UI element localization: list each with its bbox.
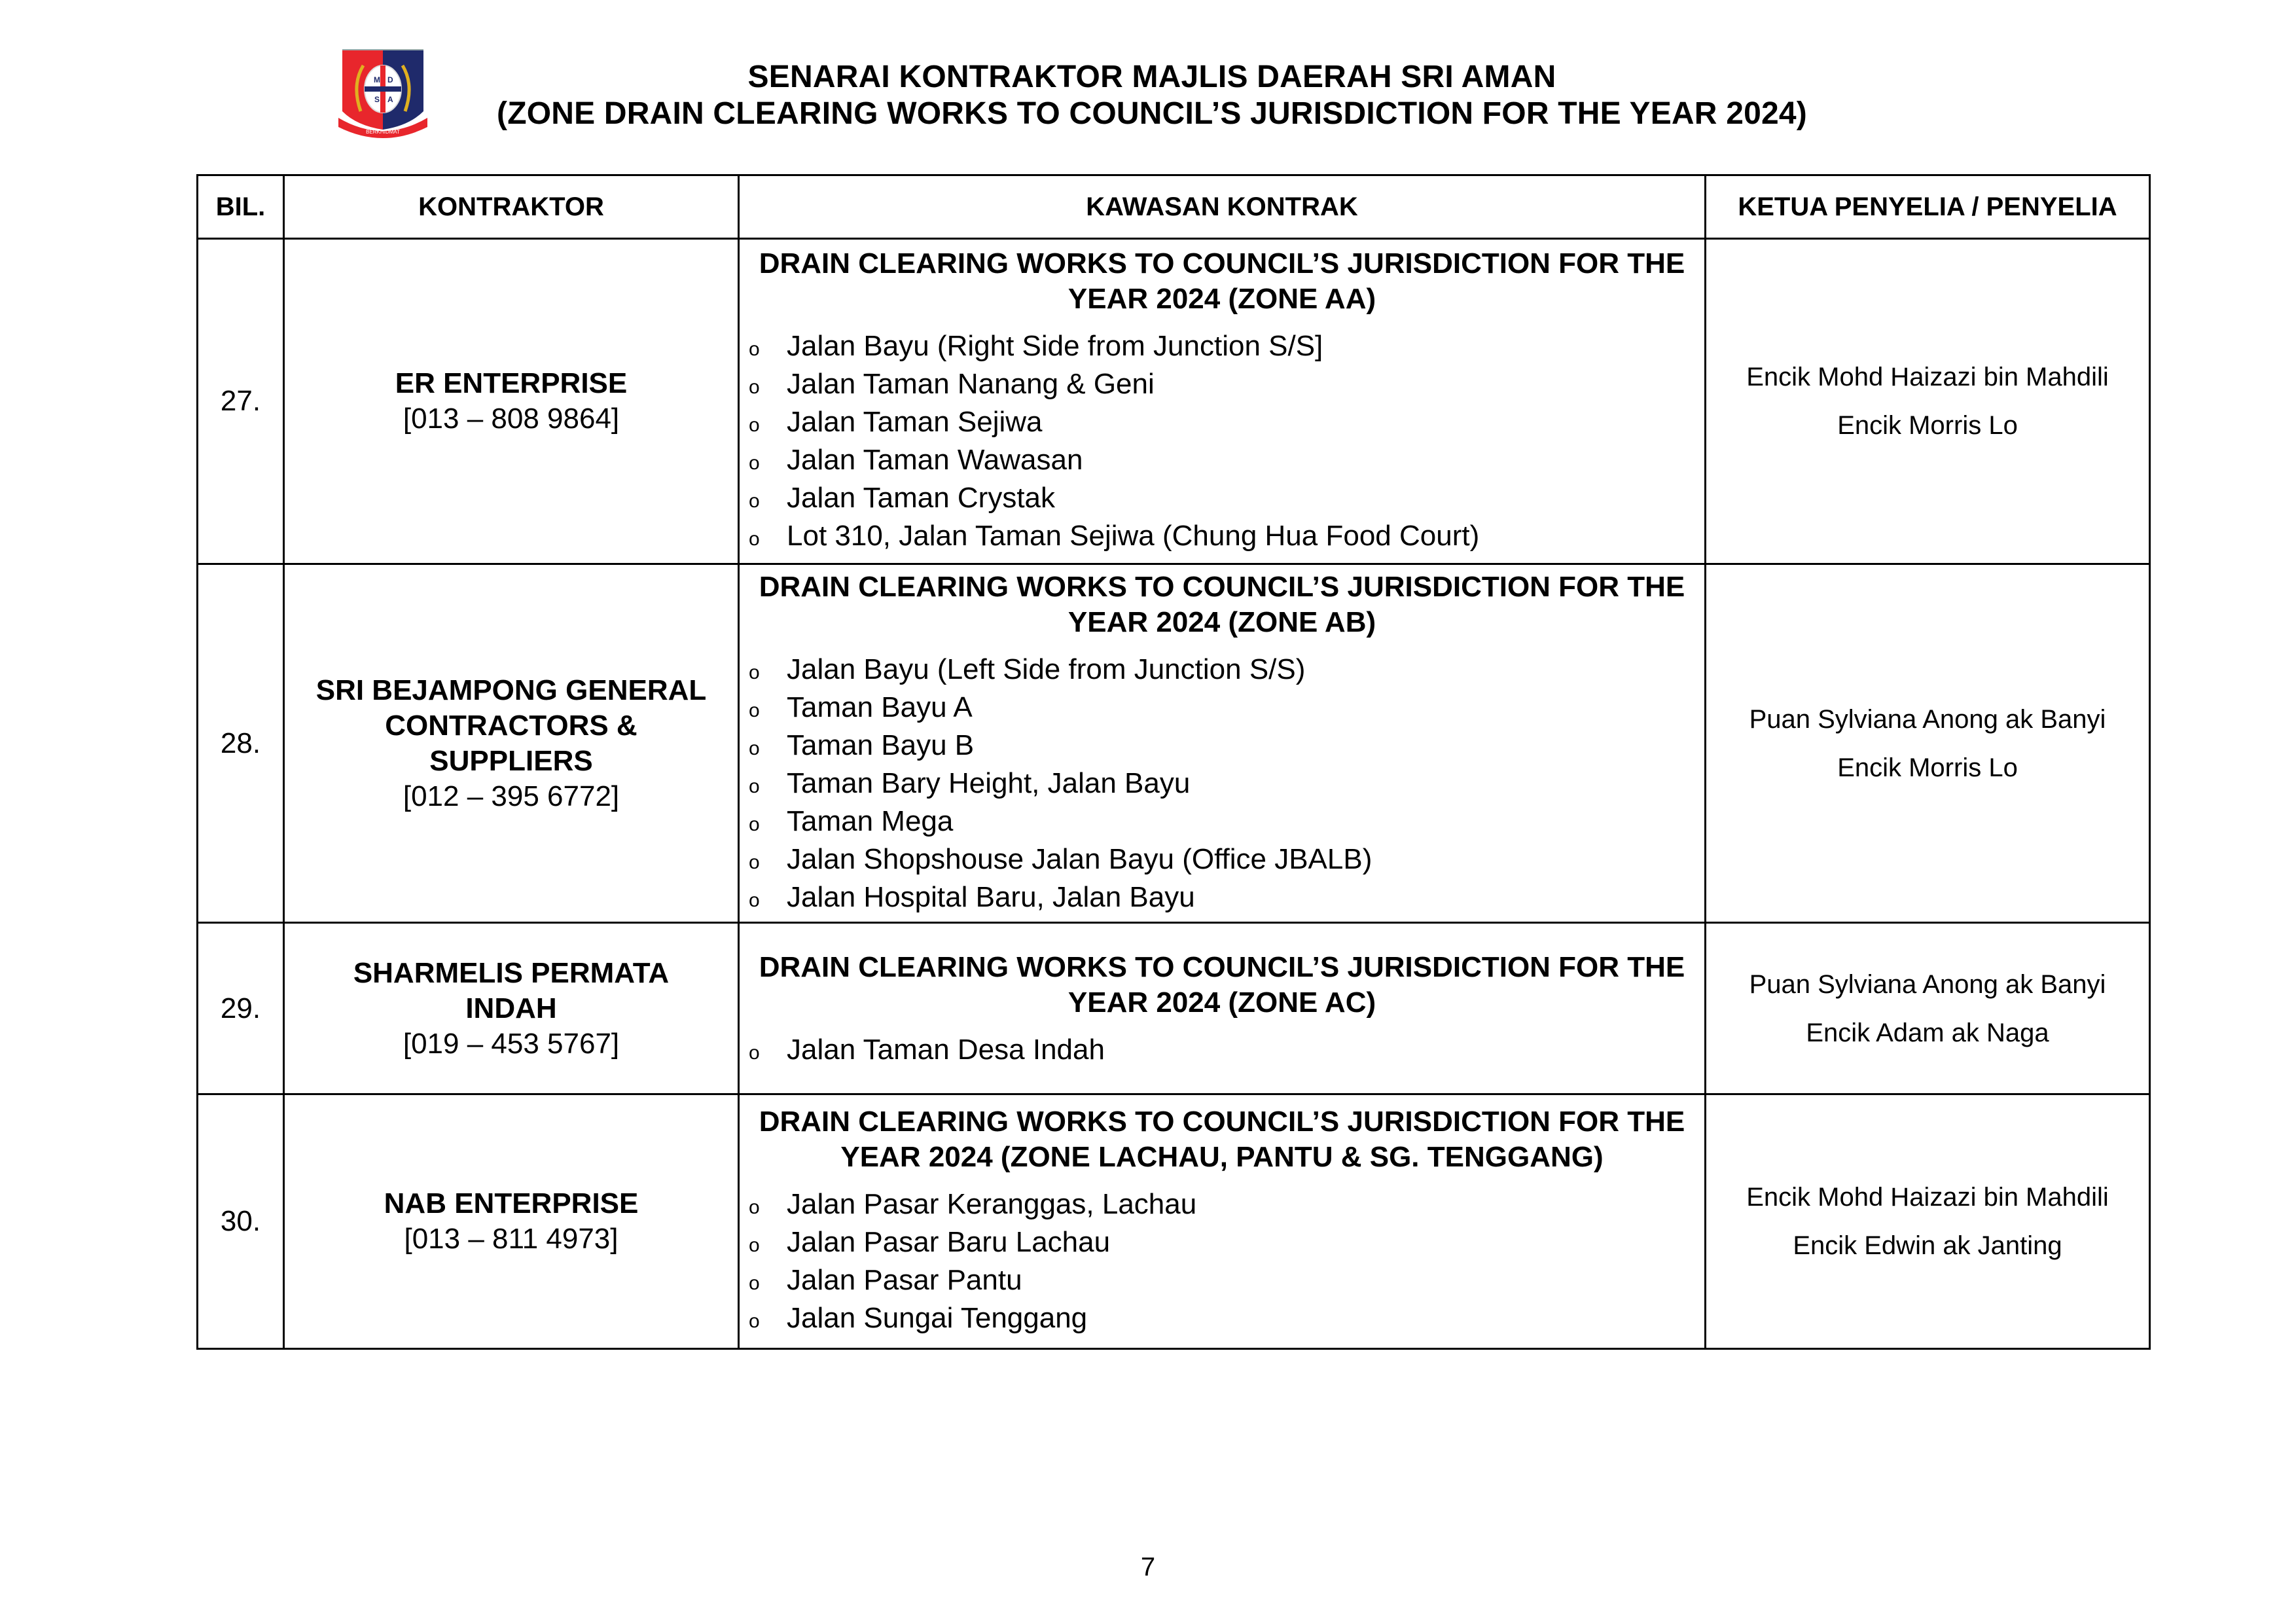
- contractor-phone: [012 – 395 6772]: [403, 780, 620, 812]
- area-name: Jalan Taman Wawasan: [787, 444, 1083, 476]
- area-name: Jalan Pasar Keranggas, Lachau: [787, 1188, 1197, 1220]
- table-row: [198, 564, 2150, 923]
- contractor-name: ER ENTERPRISE: [395, 367, 628, 399]
- hollow-bullet-icon: o: [749, 775, 760, 797]
- table-row: [198, 923, 2150, 1094]
- area-name: Jalan Taman Sejiwa: [787, 406, 1043, 438]
- column-header-bil: BIL.: [198, 175, 284, 239]
- list-item: [740, 842, 1704, 880]
- list-item: [740, 518, 1704, 556]
- area-list: [740, 652, 1704, 918]
- hollow-bullet-icon: o: [749, 889, 760, 911]
- hollow-bullet-icon: o: [749, 338, 760, 360]
- area-name: Taman Mega: [787, 804, 954, 837]
- table-row: [198, 239, 2150, 564]
- hollow-bullet-icon: o: [749, 1272, 760, 1294]
- contractor-phone: [019 – 453 5767]: [403, 1027, 620, 1060]
- area-name: Jalan Bayu (Left Side from Junction S/S): [787, 653, 1306, 685]
- supervisor-name: Encik Edwin ak Janting: [1793, 1231, 2062, 1260]
- area-list: [740, 329, 1704, 556]
- hollow-bullet-icon: o: [749, 699, 760, 721]
- row-number: 30.: [198, 1094, 284, 1349]
- contractor-cell: [284, 923, 739, 1094]
- area-name: Taman Bayu A: [787, 691, 973, 723]
- column-header-kawasan-kontrak: KAWASAN KONTRAK: [739, 175, 1706, 239]
- svg-text:M: M: [374, 75, 380, 84]
- column-header-kontraktor: KONTRAKTOR: [284, 175, 739, 239]
- list-item: [740, 329, 1704, 367]
- area-list: [740, 1032, 1704, 1070]
- supervisor-cell: [1706, 1094, 2150, 1349]
- hollow-bullet-icon: o: [749, 851, 760, 873]
- list-item: [740, 1263, 1704, 1301]
- supervisor-cell: [1706, 239, 2150, 564]
- contractor-name: SHARMELIS PERMATA INDAH: [353, 956, 670, 1024]
- contract-area-cell: [739, 239, 1706, 564]
- supervisor-name: Encik Adam ak Naga: [1806, 1018, 2049, 1047]
- hollow-bullet-icon: o: [749, 376, 760, 398]
- list-item: [740, 405, 1704, 442]
- supervisor-name: Encik Mohd Haizazi bin Mahdili: [1746, 1183, 2109, 1212]
- hollow-bullet-icon: o: [749, 414, 760, 436]
- hollow-bullet-icon: o: [749, 1197, 760, 1218]
- area-name: Taman Bary Height, Jalan Bayu: [787, 767, 1191, 799]
- area-name: Jalan Shopshouse Jalan Bayu (Office JBALB): [787, 842, 1372, 875]
- row-number: 29.: [198, 923, 284, 1094]
- area-name: Jalan Taman Crystak: [787, 482, 1056, 514]
- list-item: [740, 1032, 1704, 1070]
- column-header-ketua-penyelia: KETUA PENYELIA / PENYELIA: [1706, 175, 2150, 239]
- contract-area-cell: [739, 1094, 1706, 1349]
- list-item: [740, 367, 1704, 405]
- page-number: 7: [1140, 1553, 1156, 1581]
- zone-title: DRAIN CLEARING WORKS TO COUNCIL’S JURISDICTION FOR THE YEAR 2024 (ZONE AB): [759, 570, 1685, 638]
- list-item: [740, 1225, 1704, 1263]
- list-item: [740, 442, 1704, 480]
- hollow-bullet-icon: o: [749, 661, 760, 683]
- area-name: Lot 310, Jalan Taman Sejiwa (Chung Hua Food Court): [787, 520, 1480, 552]
- hollow-bullet-icon: o: [749, 813, 760, 835]
- table-header-row: [198, 175, 2150, 239]
- list-item: [740, 728, 1704, 766]
- area-list: [740, 1187, 1704, 1339]
- area-name: Jalan Pasar Pantu: [787, 1264, 1022, 1296]
- area-name: Taman Bayu B: [787, 729, 975, 761]
- area-name: Jalan Pasar Baru Lachau: [787, 1226, 1111, 1258]
- list-item: [740, 652, 1704, 690]
- supervisor-name: Encik Morris Lo: [1837, 411, 2018, 440]
- area-name: Jalan Taman Nanang & Geni: [787, 368, 1155, 400]
- hollow-bullet-icon: o: [749, 1235, 760, 1256]
- hollow-bullet-icon: o: [749, 737, 760, 759]
- list-item: [740, 1301, 1704, 1339]
- list-item: [740, 804, 1704, 842]
- hollow-bullet-icon: o: [749, 1041, 760, 1064]
- contractor-cell: [284, 564, 739, 923]
- list-item: [740, 880, 1704, 918]
- contractor-phone: [013 – 811 4973]: [404, 1223, 619, 1255]
- list-item: [740, 480, 1704, 518]
- contractor-phone: [013 – 808 9864]: [403, 403, 620, 435]
- title-line-1: SENARAI KONTRAKTOR MAJLIS DAERAH SRI AMAN: [747, 60, 1556, 94]
- contractor-table: [196, 174, 2151, 1350]
- supervisor-cell: [1706, 923, 2150, 1094]
- hollow-bullet-icon: o: [749, 528, 760, 550]
- contractor-cell: [284, 239, 739, 564]
- zone-title: DRAIN CLEARING WORKS TO COUNCIL’S JURISDICTION FOR THE YEAR 2024 (ZONE AC): [759, 950, 1685, 1019]
- contract-area-cell: [739, 923, 1706, 1094]
- list-item: [740, 766, 1704, 804]
- zone-title: DRAIN CLEARING WORKS TO COUNCIL’S JURISDICTION FOR THE YEAR 2024 (ZONE AA): [759, 247, 1685, 315]
- row-number: 28.: [198, 564, 284, 923]
- list-item: [740, 690, 1704, 728]
- svg-text:D: D: [387, 75, 393, 84]
- supervisor-name: Puan Sylviana Anong ak Banyi: [1749, 969, 2106, 999]
- contractor-name: SRI BEJAMPONG GENERAL CONTRACTORS & SUPPLIERS: [315, 674, 707, 777]
- list-item: [740, 1187, 1704, 1225]
- hollow-bullet-icon: o: [749, 490, 760, 512]
- area-name: Jalan Hospital Baru, Jalan Bayu: [787, 880, 1195, 913]
- supervisor-cell: [1706, 564, 2150, 923]
- supervisor-name: Encik Morris Lo: [1837, 753, 2018, 782]
- area-name: Jalan Bayu (Right Side from Junction S/S]: [787, 330, 1323, 362]
- contract-area-cell: [739, 564, 1706, 923]
- svg-text:BERKHIDMAT: BERKHIDMAT: [366, 129, 400, 135]
- document-title: [367, 59, 1937, 132]
- zone-title: DRAIN CLEARING WORKS TO COUNCIL’S JURISDICTION FOR THE YEAR 2024 (ZONE LACHAU, PANTU & SG. TENGGANG): [759, 1106, 1685, 1173]
- supervisor-name: Encik Mohd Haizazi bin Mahdili: [1746, 363, 2109, 391]
- supervisor-name: Puan Sylviana Anong ak Banyi: [1749, 704, 2106, 734]
- area-name: Jalan Sungai Tenggang: [787, 1302, 1088, 1334]
- contractor-cell: [284, 1094, 739, 1349]
- hollow-bullet-icon: o: [749, 1310, 760, 1332]
- area-name: Jalan Taman Desa Indah: [787, 1033, 1105, 1066]
- row-number: 27.: [198, 239, 284, 564]
- contractor-name: NAB ENTERPRISE: [384, 1187, 639, 1219]
- svg-text:S: S: [374, 95, 380, 104]
- table-row: [198, 1094, 2150, 1349]
- hollow-bullet-icon: o: [749, 452, 760, 474]
- svg-text:A: A: [387, 95, 393, 104]
- title-line-2: (ZONE DRAIN CLEARING WORKS TO COUNCIL’S JURISDICTION FOR THE YEAR 2024): [497, 96, 1807, 131]
